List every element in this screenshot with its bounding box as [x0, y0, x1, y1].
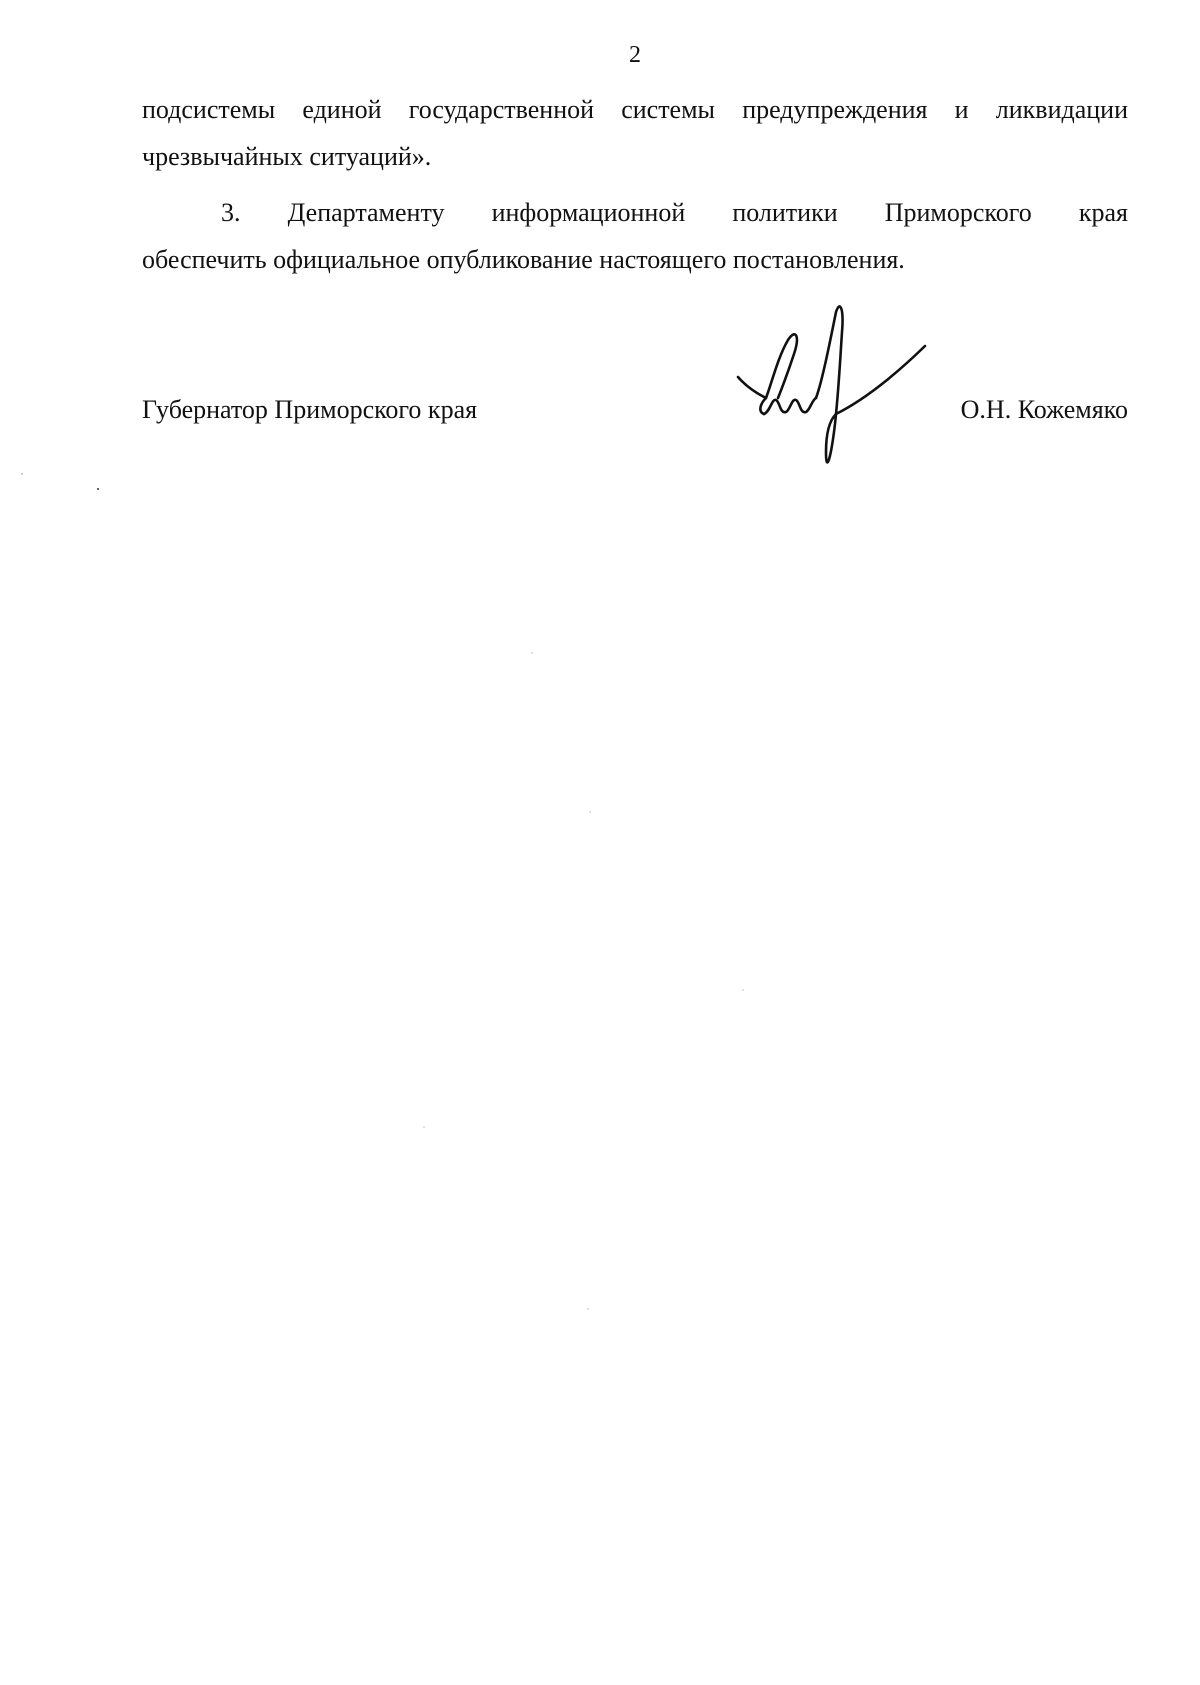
signature-block — [142, 390, 1128, 430]
page-number: 2 — [629, 42, 641, 68]
paragraph-1-line-2: чрезвычайных ситуаций». — [142, 142, 432, 171]
paragraph-2-line-2: обеспечить официальное опубликование настоящего постановления. — [142, 245, 905, 274]
handwritten-signature — [730, 302, 940, 472]
paragraph-2-line-1: 3. Департаменту информационной политики Приморского края — [221, 198, 1128, 227]
signatory-name: О.Н. Кожемяко — [960, 395, 1128, 424]
paragraph-1 — [142, 86, 1128, 180]
signatory-title: Губернатор Приморского края — [142, 395, 478, 424]
paragraph-2 — [142, 189, 1128, 283]
paragraph-1-line-1: подсистемы единой государственной системы предупреждения и ликвидации — [142, 95, 1128, 124]
